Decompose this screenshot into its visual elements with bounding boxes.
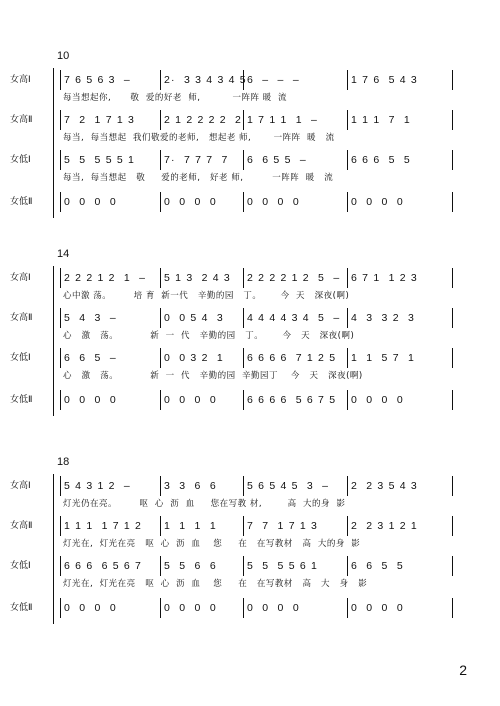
part-label: 女低Ⅰ bbox=[10, 155, 31, 165]
measure-notes: 7 2 1 7 1 3 bbox=[64, 114, 136, 126]
bar-line bbox=[160, 348, 161, 368]
bar-line bbox=[452, 150, 453, 170]
bar-line bbox=[452, 556, 453, 576]
bar-line bbox=[60, 598, 61, 618]
measure-notes: 0 0 0 0 bbox=[247, 602, 300, 614]
measure-notes: 0 0 0 0 bbox=[64, 196, 117, 208]
bar-line bbox=[243, 308, 244, 328]
bar-line bbox=[452, 476, 453, 496]
measure-notes: 4 4 4 4 3 4 5 – bbox=[247, 312, 341, 324]
measure-notes: 0 0 5 4 3 bbox=[164, 312, 224, 324]
bar-line bbox=[452, 268, 453, 288]
measure-notes: 7 7 1 7 1 3 bbox=[247, 520, 319, 532]
bar-line bbox=[60, 150, 61, 170]
lyrics-line: 灯光仍在亮。 呕 心 沥 血 您在写教 材, 高 大的身 影 bbox=[63, 499, 346, 509]
bar-line bbox=[243, 150, 244, 170]
part-label: 女低Ⅱ bbox=[10, 395, 33, 405]
bar-line bbox=[452, 308, 453, 328]
bar-line bbox=[347, 516, 348, 536]
bar-line bbox=[60, 308, 61, 328]
measure-notes: 3 3 6 6 bbox=[164, 480, 217, 492]
measure-notes: 5 4 3 – bbox=[64, 312, 117, 324]
bar-line bbox=[452, 516, 453, 536]
lyrics-line: 每当, 每当想起 我们敬爱的老师, 想起老 师, 一阵阵 暖 流 bbox=[63, 133, 335, 143]
bar-line bbox=[160, 516, 161, 536]
measure-notes: 1 7 6 5 4 3 bbox=[351, 74, 418, 86]
measure-notes: 0 0 0 0 bbox=[164, 196, 217, 208]
measure-notes: 2· 3 3 4 3 4 5 bbox=[164, 74, 247, 86]
bar-line bbox=[160, 598, 161, 618]
bar-line bbox=[160, 556, 161, 576]
part-label: 女低Ⅰ bbox=[10, 561, 31, 571]
measure-notes: 5 5 5 5 5 1 bbox=[64, 154, 136, 166]
measure-notes: 6 6 5 5 bbox=[351, 560, 404, 572]
measure-notes: 6 6 5 – bbox=[64, 352, 117, 364]
bar-line bbox=[160, 268, 161, 288]
measure-notes: 1 7 1 1 1 – bbox=[247, 114, 319, 126]
bar-line bbox=[452, 348, 453, 368]
measure-notes: 0 0 0 0 bbox=[164, 394, 217, 406]
bar-line bbox=[347, 110, 348, 130]
bar-line bbox=[452, 598, 453, 618]
bar-line bbox=[243, 268, 244, 288]
measure-notes: 5 1 3 2 4 3 bbox=[164, 272, 231, 284]
bar-line bbox=[60, 192, 61, 212]
bar-line bbox=[452, 192, 453, 212]
measure-notes: 6 – – – bbox=[247, 74, 300, 86]
bar-line bbox=[452, 390, 453, 410]
bar-line bbox=[347, 556, 348, 576]
bar-line bbox=[347, 390, 348, 410]
measure-notes: 7· 7 7 7 7 bbox=[164, 154, 229, 166]
measure-notes: 0 0 0 0 bbox=[64, 602, 117, 614]
part-label: 女高Ⅱ bbox=[10, 313, 33, 323]
measure-notes: 1 1 1 1 7 1 2 bbox=[64, 520, 143, 532]
bar-line bbox=[347, 308, 348, 328]
bar-line bbox=[160, 476, 161, 496]
bar-line bbox=[60, 110, 61, 130]
bar-line bbox=[347, 192, 348, 212]
page-number: 2 bbox=[459, 662, 467, 678]
measure-number: 14 bbox=[57, 248, 70, 260]
bar-line bbox=[60, 556, 61, 576]
bar-line bbox=[243, 70, 244, 90]
bar-line bbox=[347, 348, 348, 368]
measure-notes: 0 0 0 0 bbox=[351, 394, 404, 406]
measure-notes: 6 7 1 1 2 3 bbox=[351, 272, 418, 284]
measure-notes: 6 6 6 6 7 1 2 5 bbox=[247, 352, 337, 364]
measure-notes: 0 0 0 0 bbox=[247, 196, 300, 208]
bar-line bbox=[60, 348, 61, 368]
measure-notes: 6 6 5 5 – bbox=[247, 154, 307, 166]
bar-line bbox=[60, 516, 61, 536]
part-label: 女高Ⅱ bbox=[10, 115, 33, 125]
bar-line bbox=[243, 110, 244, 130]
bar-line bbox=[160, 110, 161, 130]
bar-line bbox=[60, 476, 61, 496]
lyrics-line: 灯光在, 灯光在亮 呕 心 沥 血 您 在 在写教材 高 大 身 影 bbox=[63, 579, 368, 589]
measure-notes: 2 1 2 2 2 2 2 bbox=[164, 114, 243, 126]
measure-notes: 4 3 3 2 3 bbox=[351, 312, 416, 324]
bar-line bbox=[160, 70, 161, 90]
measure-notes: 0 0 0 0 bbox=[64, 394, 117, 406]
part-label: 女低Ⅰ bbox=[10, 353, 31, 363]
bar-line bbox=[60, 268, 61, 288]
part-label: 女高Ⅰ bbox=[10, 481, 31, 491]
measure-notes: 1 1 1 7 1 bbox=[351, 114, 411, 126]
part-label: 女高Ⅰ bbox=[10, 273, 31, 283]
bar-line bbox=[243, 556, 244, 576]
measure-notes: 1 1 5 7 1 bbox=[351, 352, 416, 364]
bar-line bbox=[347, 598, 348, 618]
measure-notes: 1 1 1 1 bbox=[164, 520, 217, 532]
measure-notes: 2 2 3 5 4 3 bbox=[351, 480, 418, 492]
measure-notes: 5 4 3 1 2 – bbox=[64, 480, 131, 492]
bar-line bbox=[60, 390, 61, 410]
bar-line bbox=[243, 516, 244, 536]
part-label: 女低Ⅱ bbox=[10, 197, 33, 207]
measure-notes: 6 6 6 6 5 6 7 5 bbox=[247, 394, 337, 406]
lyrics-line: 心中激 荡。 培 育 新一代 辛勤的园 丁。 今 天 深夜(啊) bbox=[63, 291, 350, 301]
measure-notes: 0 0 0 0 bbox=[351, 602, 404, 614]
lyrics-line: 心 激 荡。 新 一 代 辛勤的园 辛勤园丁 今 天 深夜(啊) bbox=[63, 371, 363, 381]
bar-line bbox=[243, 192, 244, 212]
measure-notes: 0 0 3 2 1 bbox=[164, 352, 224, 364]
bar-line bbox=[160, 308, 161, 328]
measure-notes: 6 6 6 5 5 bbox=[351, 154, 411, 166]
measure-notes: 5 5 5 5 6 1 bbox=[247, 560, 319, 572]
bar-line bbox=[347, 150, 348, 170]
lyrics-line: 心 激 荡。 新 一 代 辛勤的园 丁。 今 天 深夜(啊) bbox=[63, 331, 355, 341]
measure-notes: 7 6 5 6 3 – bbox=[64, 74, 131, 86]
bar-line bbox=[243, 476, 244, 496]
measure-notes: 0 0 0 0 bbox=[351, 196, 404, 208]
bar-line bbox=[452, 70, 453, 90]
bar-line bbox=[160, 192, 161, 212]
bar-line bbox=[243, 348, 244, 368]
measure-notes: 2 2 2 2 1 2 5 – bbox=[247, 272, 341, 284]
measure-number: 18 bbox=[57, 456, 70, 468]
bar-line bbox=[452, 110, 453, 130]
bar-line bbox=[60, 70, 61, 90]
lyrics-line: 每当想起你, 敬 爱的好老 师, 一阵阵 暖 流 bbox=[63, 93, 288, 103]
measure-notes: 5 5 6 6 bbox=[164, 560, 217, 572]
bar-line bbox=[347, 70, 348, 90]
part-label: 女高Ⅱ bbox=[10, 521, 33, 531]
measure-notes: 2 2 3 1 2 1 bbox=[351, 520, 418, 532]
lyrics-line: 每当, 每当想起 敬 爱的老师, 好老 师, 一阵阵 暖 流 bbox=[63, 173, 334, 183]
measure-notes: 2 2 2 1 2 1 – bbox=[64, 272, 147, 284]
bar-line bbox=[243, 598, 244, 618]
part-label: 女低Ⅱ bbox=[10, 603, 33, 613]
bar-line bbox=[347, 476, 348, 496]
measure-notes: 0 0 0 0 bbox=[164, 602, 217, 614]
measure-number: 10 bbox=[57, 50, 70, 62]
measure-notes: 5 6 5 4 5 3 – bbox=[247, 480, 330, 492]
bar-line bbox=[160, 390, 161, 410]
measure-notes: 6 6 6 6 5 6 7 bbox=[64, 560, 143, 572]
bar-line bbox=[160, 150, 161, 170]
part-label: 女高Ⅰ bbox=[10, 75, 31, 85]
lyrics-line: 灯光在, 灯光在亮 呕 心 沥 血 您 在 在写教材 高 大的身 影 bbox=[63, 539, 361, 549]
bar-line bbox=[243, 390, 244, 410]
bar-line bbox=[347, 268, 348, 288]
